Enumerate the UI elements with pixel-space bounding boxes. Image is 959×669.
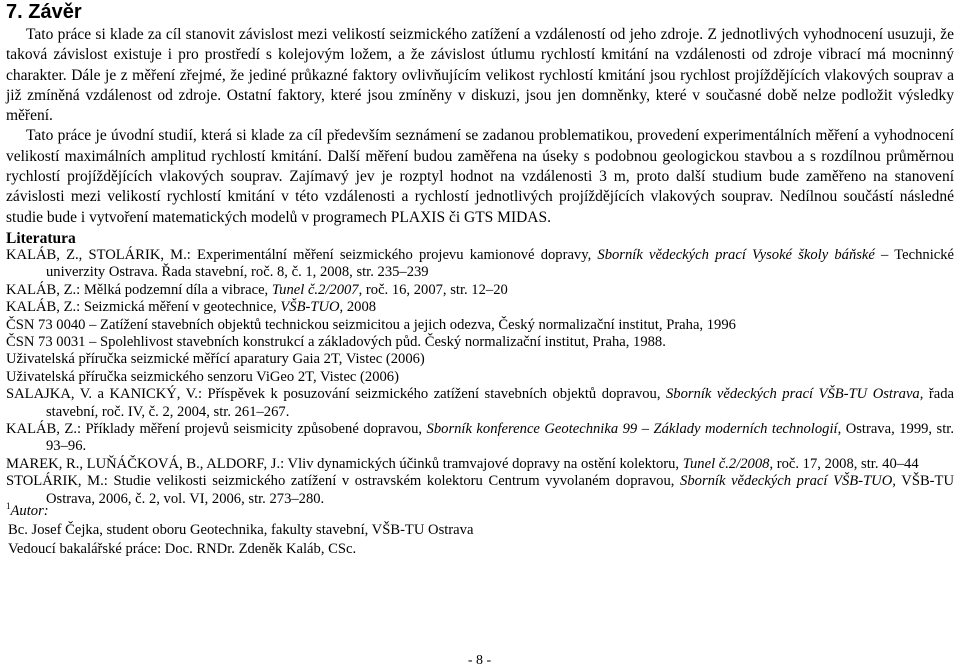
reference-item: SALAJKA, V. a KANICKÝ, V.: Příspěvek k posuzování seizmického zatížení stavebních objektů dopravou, Sborník vědeckých prací VŠB-TU Ostrava, řada stavební, roč. IV, č. 2, 2004, str. 261–267. <box>6 386 954 420</box>
author-label-text: Autor: <box>10 503 49 519</box>
reference-item: Uživatelská příručka seizmické měřící aparatury Gaia 2T, Vistec (2006) <box>6 351 425 368</box>
page-number: - 8 - <box>467 653 492 668</box>
reference-item: ČSN 73 0031 – Spolehlivost stavebních konstrukcí a základových půd. Český normalizační institut, Praha, 1988. <box>6 334 666 351</box>
literature-heading: Literatura <box>6 230 76 247</box>
thesis-supervisor: Vedoucí bakalářské práce: Doc. RNDr. Zdeněk Kaláb, CSc. <box>8 541 357 557</box>
reference-item: STOLÁRIK, M.: Studie velikosti seizmického zatížení v ostravském kolektoru Centrum vyvolaném dopravou, Sborník vědeckých prací VŠB-TUO, VŠB-TU Ostrava, 2006, č. 2, vol. VI, 2006, str. 273–280. <box>6 473 954 507</box>
reference-item: KALÁB, Z.: Mělká podzemní díla a vibrace, Tunel č.2/2007, roč. 16, 2007, str. 12–20 <box>6 281 508 298</box>
reference-item: KALÁB, Z.: Seizmická měření v geotechnice, VŠB-TUO, 2008 <box>6 299 377 316</box>
reference-item: ČSN 73 0040 – Zatížení stavebních objektů technickou seizmicitou a jejich odezva, Český normalizační institut, Praha, 1996 <box>6 316 736 333</box>
conclusion-paragraph-2: Tato práce je úvodní studií, která si klade za cíl především seznámení se zadanou problematikou, provedení experimentálních měření a vyhodnocení velikostí maximálních amplitud rychlostí kmitání. Další měření budou zaměřena na úseky s podobnou geologickou stavbou a s rozdílnou průměrnou rychlostí projíždějících vlakových souprav. Zajímavý jev je rozptyl hodnot na vzdálenosti 3 m, proto další studium bude zaměřeno na stanovení závislosti mezi velikostí rychlostí kmitání v této vzdálenosti a rychlostí jednotlivých projíždějících vlakových souprav. Nedílnou součástí následné studie bude i vytvoření matematických modelů v programech PLAXIS či GTS MIDAS. <box>6 127 954 226</box>
reference-item: KALÁB, Z.: Příklady měření projevů seismicity způsobené dopravou, Sborník konference Geotechnika 99 – Základy moderních technologií, Ostrava, 1999, str. 93–96. <box>6 421 954 455</box>
author-name: Bc. Josef Čejka, student oboru Geotechnika, fakulty stavební, VŠB-TU Ostrava <box>8 522 474 538</box>
author-footnote <box>6 497 954 559</box>
author-label <box>6 497 954 521</box>
conclusion-body <box>6 25 954 228</box>
reference-item: Uživatelská příručka seizmického senzoru ViGeo 2T, Vistec (2006) <box>6 368 399 385</box>
reference-list <box>6 247 954 508</box>
conclusion-paragraph-1: Tato práce si klade za cíl stanovit závislost mezi velikostí seizmického zatížení a vzdáleností od jeho zdroje. Z jednotlivých vyhodnocení usuzuji, že taková závislost existuje i pro prostředí s kolejovým ložem, a že závislost útlumu rychlostí kmitání na vzdálenosti od zdroje vibrací má mocninný charakter. Dále je z měření zřejmé, že jediné průkazné faktory ovlivňujícím velikost rychlostí kmitání jsou rychlost projíždějících vlakových souprav a již zmíněná vzdálenost od zdroje. Ostatní faktory, které jsou zmíněny v diskuzi, jsou jen domněnky, které v současné době nelze podložit výsledky měření. <box>6 26 954 125</box>
section-title: 7. Závěr <box>6 1 82 23</box>
reference-item: KALÁB, Z., STOLÁRIK, M.: Experimentální měření seizmického projevu kamionové dopravy, Sborník vědeckých prací Vysoké školy báňské – Technické univerzity Ostrava. Řada stavební, roč. 8, č. 1, 2008, str. 235–239 <box>6 247 955 281</box>
reference-item: MAREK, R., LUŇÁČKOVÁ, B., ALDORF, J.: Vliv dynamických účinků tramvajové dopravy na ostění kolektoru, Tunel č.2/2008, roč. 17, 2008, str. 40–44 <box>6 455 919 472</box>
footnote-marker: 1 <box>6 501 11 511</box>
